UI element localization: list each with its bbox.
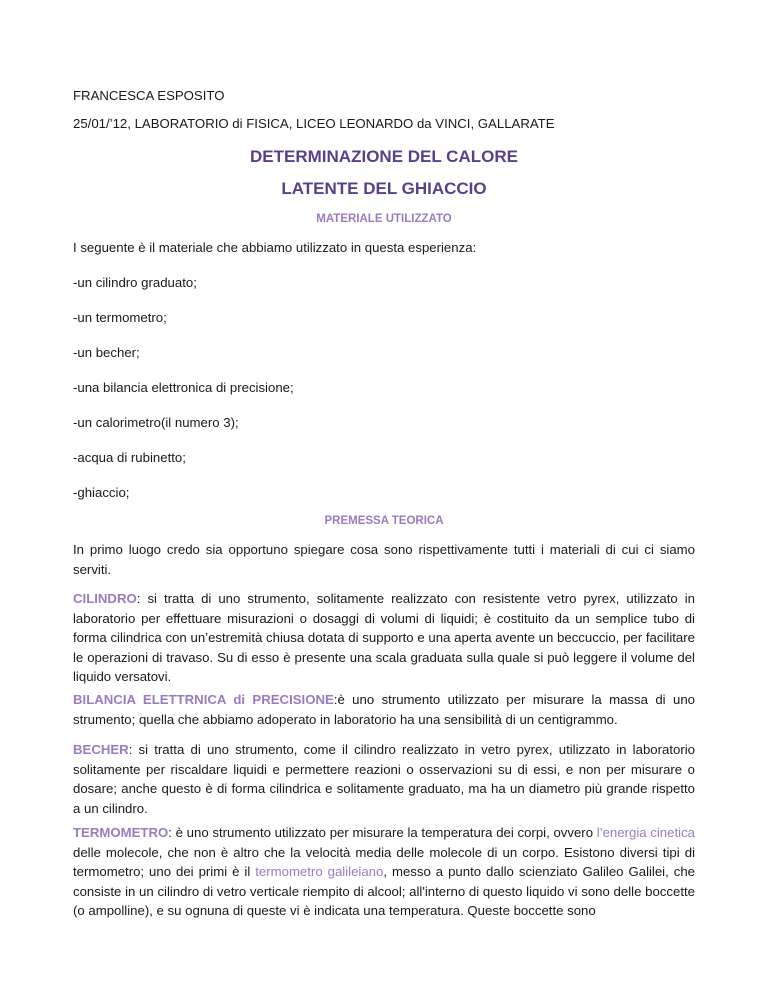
paragraph-termometro	[73, 823, 695, 921]
list-item: -una bilancia elettronica di precisione;	[73, 380, 294, 395]
termometro-text-2: delle molecole, che non è altro che la velocità media delle molecole di un corpo. Esistono diversi tipi di termometro; uno dei primi è il	[73, 844, 695, 879]
list-item: -acqua di rubinetto;	[73, 450, 186, 465]
title-line-1: DETERMINAZIONE DEL CALORE	[250, 147, 518, 166]
term-cilindro: CILINDRO	[73, 591, 137, 606]
paragraph-becher	[73, 740, 695, 818]
list-item: -ghiaccio;	[73, 485, 130, 500]
link-energia-cinetica[interactable]: l’energia cinetica	[596, 825, 695, 840]
bilancia-text: :è uno strumento utilizzato per misurare la massa di uno strumento; quella che abbiamo adoperato in laboratorio ha una sensibilità di un centigrammo.	[73, 692, 695, 727]
term-termometro: TERMOMETRO	[73, 825, 169, 840]
list-item: -un termometro;	[73, 310, 167, 325]
section-heading-premessa: PREMESSA TEORICA	[324, 515, 444, 527]
term-bilancia: BILANCIA ELETTRNICA di PRECISIONE	[73, 692, 334, 707]
materiale-intro: I seguente è il materiale che abbiamo utilizzato in questa esperienza:	[73, 240, 477, 255]
link-termometro-galileiano[interactable]: termometro galileiano	[255, 864, 384, 879]
premessa-intro: In primo luogo credo sia opportuno spiegare cosa sono rispettivamente tutti i materiali di cui ci siamo serviti.	[73, 542, 695, 577]
termometro-text-1: : è uno strumento utilizzato per misurare la temperatura dei corpi, ovvero	[168, 825, 597, 840]
section-heading-materiale: MATERIALE UTILIZZATO	[316, 213, 452, 225]
author-name: FRANCESCA ESPOSITO	[73, 88, 225, 103]
list-item: -un becher;	[73, 345, 140, 360]
term-becher: BECHER	[73, 742, 129, 757]
lab-info: 25/01/’12, LABORATORIO di FISICA, LICEO LEONARDO da VINCI, GALLARATE	[73, 116, 555, 131]
title-line-2: LATENTE DEL GHIACCIO	[281, 179, 487, 198]
cilindro-text: : si tratta di uno strumento, solitamente realizzato con resistente vetro pyrex, utilizzato in laboratorio per effettuare misurazioni o dosaggi di volumi di liquidi; è costituito da un semplice tubo di forma cilindrica con un’estremità chiusa dotata di supporto e una aperta avente un beccuccio, per facilitare le operazioni di travaso. Su di esso è presente una scala graduata sulla quale si può leggere il volume del liquido versatovi.	[73, 591, 695, 684]
list-item: -un calorimetro(il numero 3);	[73, 415, 239, 430]
paragraph-cilindro	[73, 589, 695, 687]
paragraph-bilancia	[73, 690, 695, 729]
list-item: -un cilindro graduato;	[73, 275, 197, 290]
termometro-text-3: , messo a punto dallo scienziato Galileo Galilei, che consiste in un cilindro di vetro verticale riempito di alcool; all'interno di questo liquido vi sono delle boccette (o ampolline), e su ognuna di queste vi è indicata una temperatura. Queste boccette sono	[73, 864, 696, 918]
becher-text: : si tratta di uno strumento, come il cilindro realizzato in vetro pyrex, utilizzato in laboratorio solitamente per riscaldare liquidi e permettere reazioni o osservazioni su di essi, e non per misurare o dosare; anche questo è di forma cilindrica e solitamente graduato, ma ha un diametro più grande rispetto a un cilindro.	[73, 742, 695, 816]
